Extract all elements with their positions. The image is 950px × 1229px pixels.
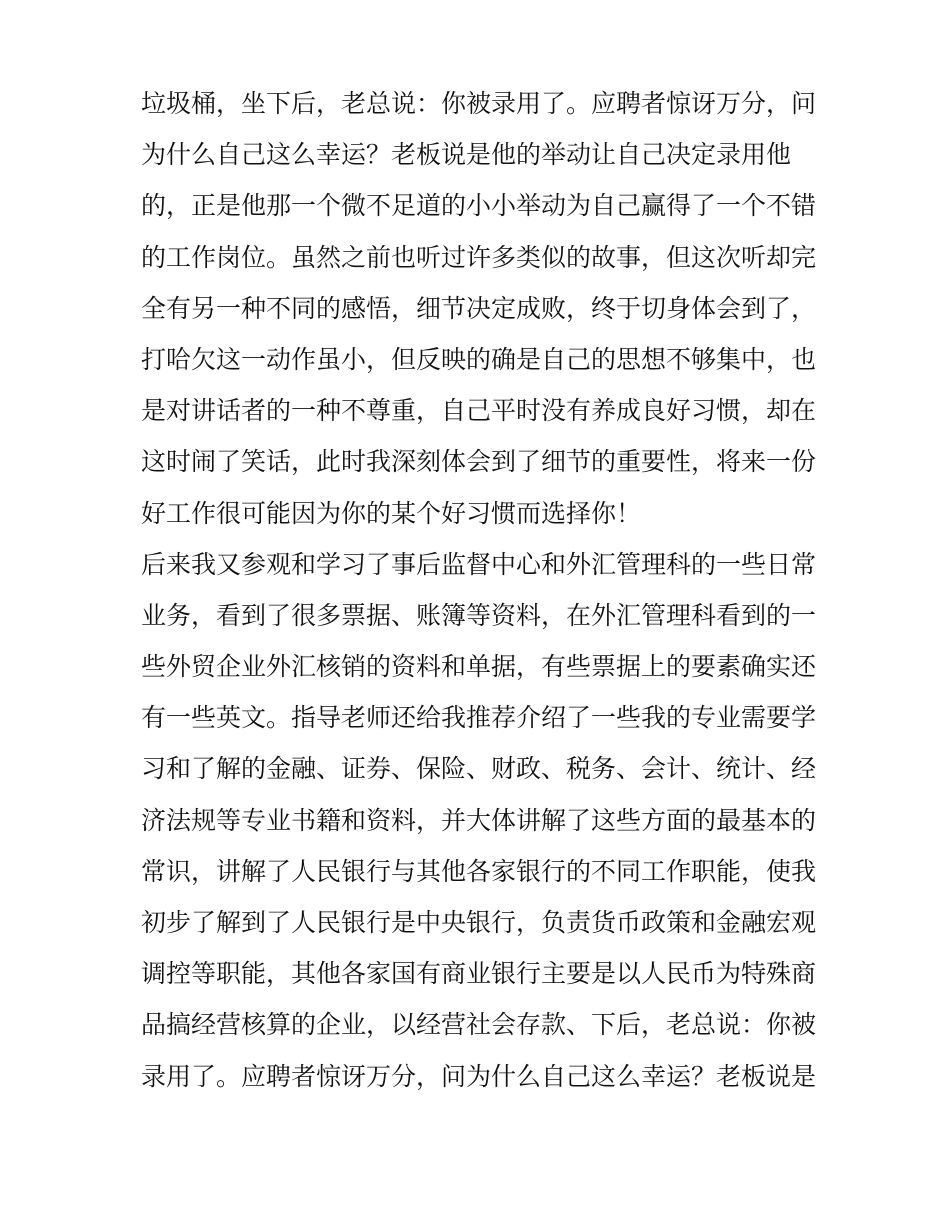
text-line: 后来我又参观和学习了事后监督中心和外汇管理科的一些日常 bbox=[141, 549, 817, 579]
text-line: 为什么自己这么幸运？老板说是他的举动让自己决定录用他 bbox=[141, 140, 792, 170]
text-line: 习和了解的金融、证券、保险、财政、税务、会计、统计、经 bbox=[141, 754, 817, 784]
text-line: 业务，看到了很多票据、账簿等资料，在外汇管理科看到的一 bbox=[141, 600, 817, 630]
text-line: 常识，讲解了人民银行与其他各家银行的不同工作职能，使我 bbox=[141, 856, 817, 886]
text-line: 初步了解到了人民银行是中央银行，负责货币政策和金融宏观 bbox=[141, 908, 817, 937]
text-line: 济法规等专业书籍和资料，并大体讲解了这些方面的最基本的 bbox=[141, 805, 817, 835]
text-line: 打哈欠这一动作虽小，但反映的确是自己的思想不够集中，也 bbox=[141, 344, 817, 374]
text-line: 的工作岗位。虽然之前也听过许多类似的故事，但这次听却完 bbox=[141, 242, 817, 272]
text-line: 垃圾桶，坐下后，老总说：你被录用了。应聘者惊讶万分，问 bbox=[141, 89, 817, 118]
text-line: 好工作很可能因为你的某个好习惯而选择你！ bbox=[141, 498, 642, 528]
text-line: 的，正是他那一个微不足道的小小举动为自己赢得了一个不错 bbox=[141, 191, 817, 221]
text-line: 些外贸企业外汇核销的资料和单据，有些票据上的要素确实还 bbox=[141, 652, 817, 682]
body-text bbox=[141, 78, 821, 1102]
text-line: 有一些英文。指导老师还给我推荐介绍了一些我的专业需要学 bbox=[141, 703, 817, 733]
text-line: 是对讲话者的一种不尊重，自己平时没有养成良好习惯，却在 bbox=[141, 396, 817, 426]
text-line: 录用了。应聘者惊讶万分，问为什么自己这么幸运？老板说是 bbox=[141, 1061, 817, 1091]
text-line: 调控等职能，其他各家国有商业银行主要是以人民币为特殊商 bbox=[141, 959, 817, 989]
text-line: 这时闹了笑话，此时我深刻体会到了细节的重要性，将来一份 bbox=[141, 447, 817, 477]
text-line: 全有另一种不同的感悟，细节决定成败，终于切身体会到了， bbox=[141, 293, 817, 323]
text-line: 品搞经营核算的企业，以经营社会存款、下后，老总说：你被 bbox=[141, 1010, 817, 1040]
